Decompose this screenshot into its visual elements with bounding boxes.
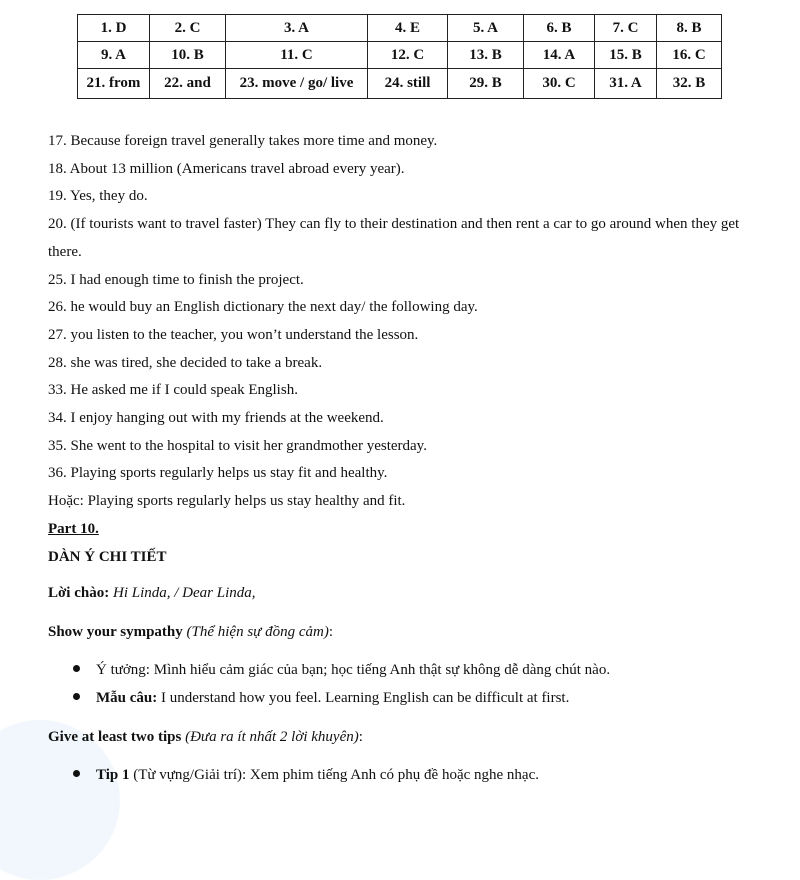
table-cell: 16. C — [657, 42, 722, 69]
table-cell: 10. B — [150, 42, 226, 69]
answer-36: 36. Playing sports regularly helps us stay fit and healthy. — [48, 465, 388, 482]
table-cell: 23. move / go/ live — [226, 69, 368, 99]
table-cell: 21. from — [78, 69, 150, 99]
tips-colon: : — [358, 729, 363, 745]
sympathy-note: (Thể hiện sự đồng cảm) — [182, 624, 329, 640]
outline-heading: DÀN Ý CHI TIẾT — [48, 548, 167, 565]
bullet-text: I understand how you feel. Learning English can be difficult at first. — [157, 690, 570, 706]
table-cell: 6. B — [524, 15, 595, 42]
tips-note: (Đưa ra ít nhất 2 lời khuyên) — [181, 729, 359, 745]
sympathy-heading — [48, 624, 333, 641]
bullet-icon — [73, 693, 80, 700]
table-cell: 30. C — [524, 69, 595, 99]
list-item — [73, 690, 569, 707]
table-cell: 11. C — [226, 42, 368, 69]
bullet-label: Tip 1 — [96, 767, 130, 783]
table-row — [78, 42, 722, 69]
sympathy-colon: : — [328, 624, 334, 640]
greeting-line — [48, 585, 256, 602]
table-cell: 22. and — [150, 69, 226, 99]
answer-36-alternative: Hoặc: Playing sports regularly helps us stay healthy and fit. — [48, 493, 406, 510]
answer-35: 35. She went to the hospital to visit her grandmother yesterday. — [48, 437, 427, 454]
bullet-text: Ý tưởng: Mình hiểu cảm giác của bạn; học tiếng Anh thật sự không dễ dàng chút nào. — [96, 662, 611, 678]
bullet-icon — [73, 665, 80, 672]
bullet-icon — [73, 770, 80, 777]
answer-18: 18. About 13 million (Americans travel abroad every year). — [48, 160, 405, 177]
answer-19: 19. Yes, they do. — [48, 188, 148, 205]
answer-28: 28. she was tired, she decided to take a break. — [48, 354, 323, 371]
table-cell: 8. B — [657, 15, 722, 42]
part-title: Part 10. — [48, 520, 99, 537]
table-cell: 4. E — [368, 15, 448, 42]
tips-label: Give at least two tips — [48, 729, 182, 745]
answer-25: 25. I had enough time to finish the project. — [48, 271, 304, 288]
answer-lines — [48, 128, 748, 571]
table-cell: 29. B — [448, 69, 524, 99]
greeting-text: Hi Linda, / Dear Linda, — [109, 585, 256, 601]
table-cell: 32. B — [657, 69, 722, 99]
answer-33: 33. He asked me if I could speak English. — [48, 382, 298, 399]
table-cell: 14. A — [524, 42, 595, 69]
list-item — [73, 767, 539, 784]
table-cell: 1. D — [78, 15, 150, 42]
table-cell: 24. still — [368, 69, 448, 99]
table-cell: 15. B — [595, 42, 657, 69]
table-cell: 13. B — [448, 42, 524, 69]
table-cell: 9. A — [78, 42, 150, 69]
bullet-text: (Từ vựng/Giải trí): Xem phim tiếng Anh có phụ đề hoặc nghe nhạc. — [129, 767, 539, 783]
table-row — [78, 15, 722, 42]
sympathy-label: Show your sympathy — [48, 624, 183, 640]
table-cell: 3. A — [226, 15, 368, 42]
list-item — [73, 662, 610, 679]
table-row — [78, 69, 722, 99]
bullet-label: Mẫu câu: — [96, 690, 158, 706]
table-cell: 7. C — [595, 15, 657, 42]
table-cell: 2. C — [150, 15, 226, 42]
table-cell: 31. A — [595, 69, 657, 99]
greeting-label: Lời chào: — [48, 585, 110, 601]
table-cell: 12. C — [368, 42, 448, 69]
answer-20: 20. (If tourists want to travel faster) They can fly to their destination and then rent a car to go around when they get there. — [48, 216, 740, 260]
answer-table — [77, 14, 722, 99]
tips-heading — [48, 729, 363, 746]
answer-27: 27. you listen to the teacher, you won’t understand the lesson. — [48, 326, 419, 343]
answer-26: 26. he would buy an English dictionary the next day/ the following day. — [48, 299, 478, 316]
table-cell: 5. A — [448, 15, 524, 42]
answer-34: 34. I enjoy hanging out with my friends at the weekend. — [48, 410, 384, 427]
answer-17: 17. Because foreign travel generally takes more time and money. — [48, 133, 438, 149]
